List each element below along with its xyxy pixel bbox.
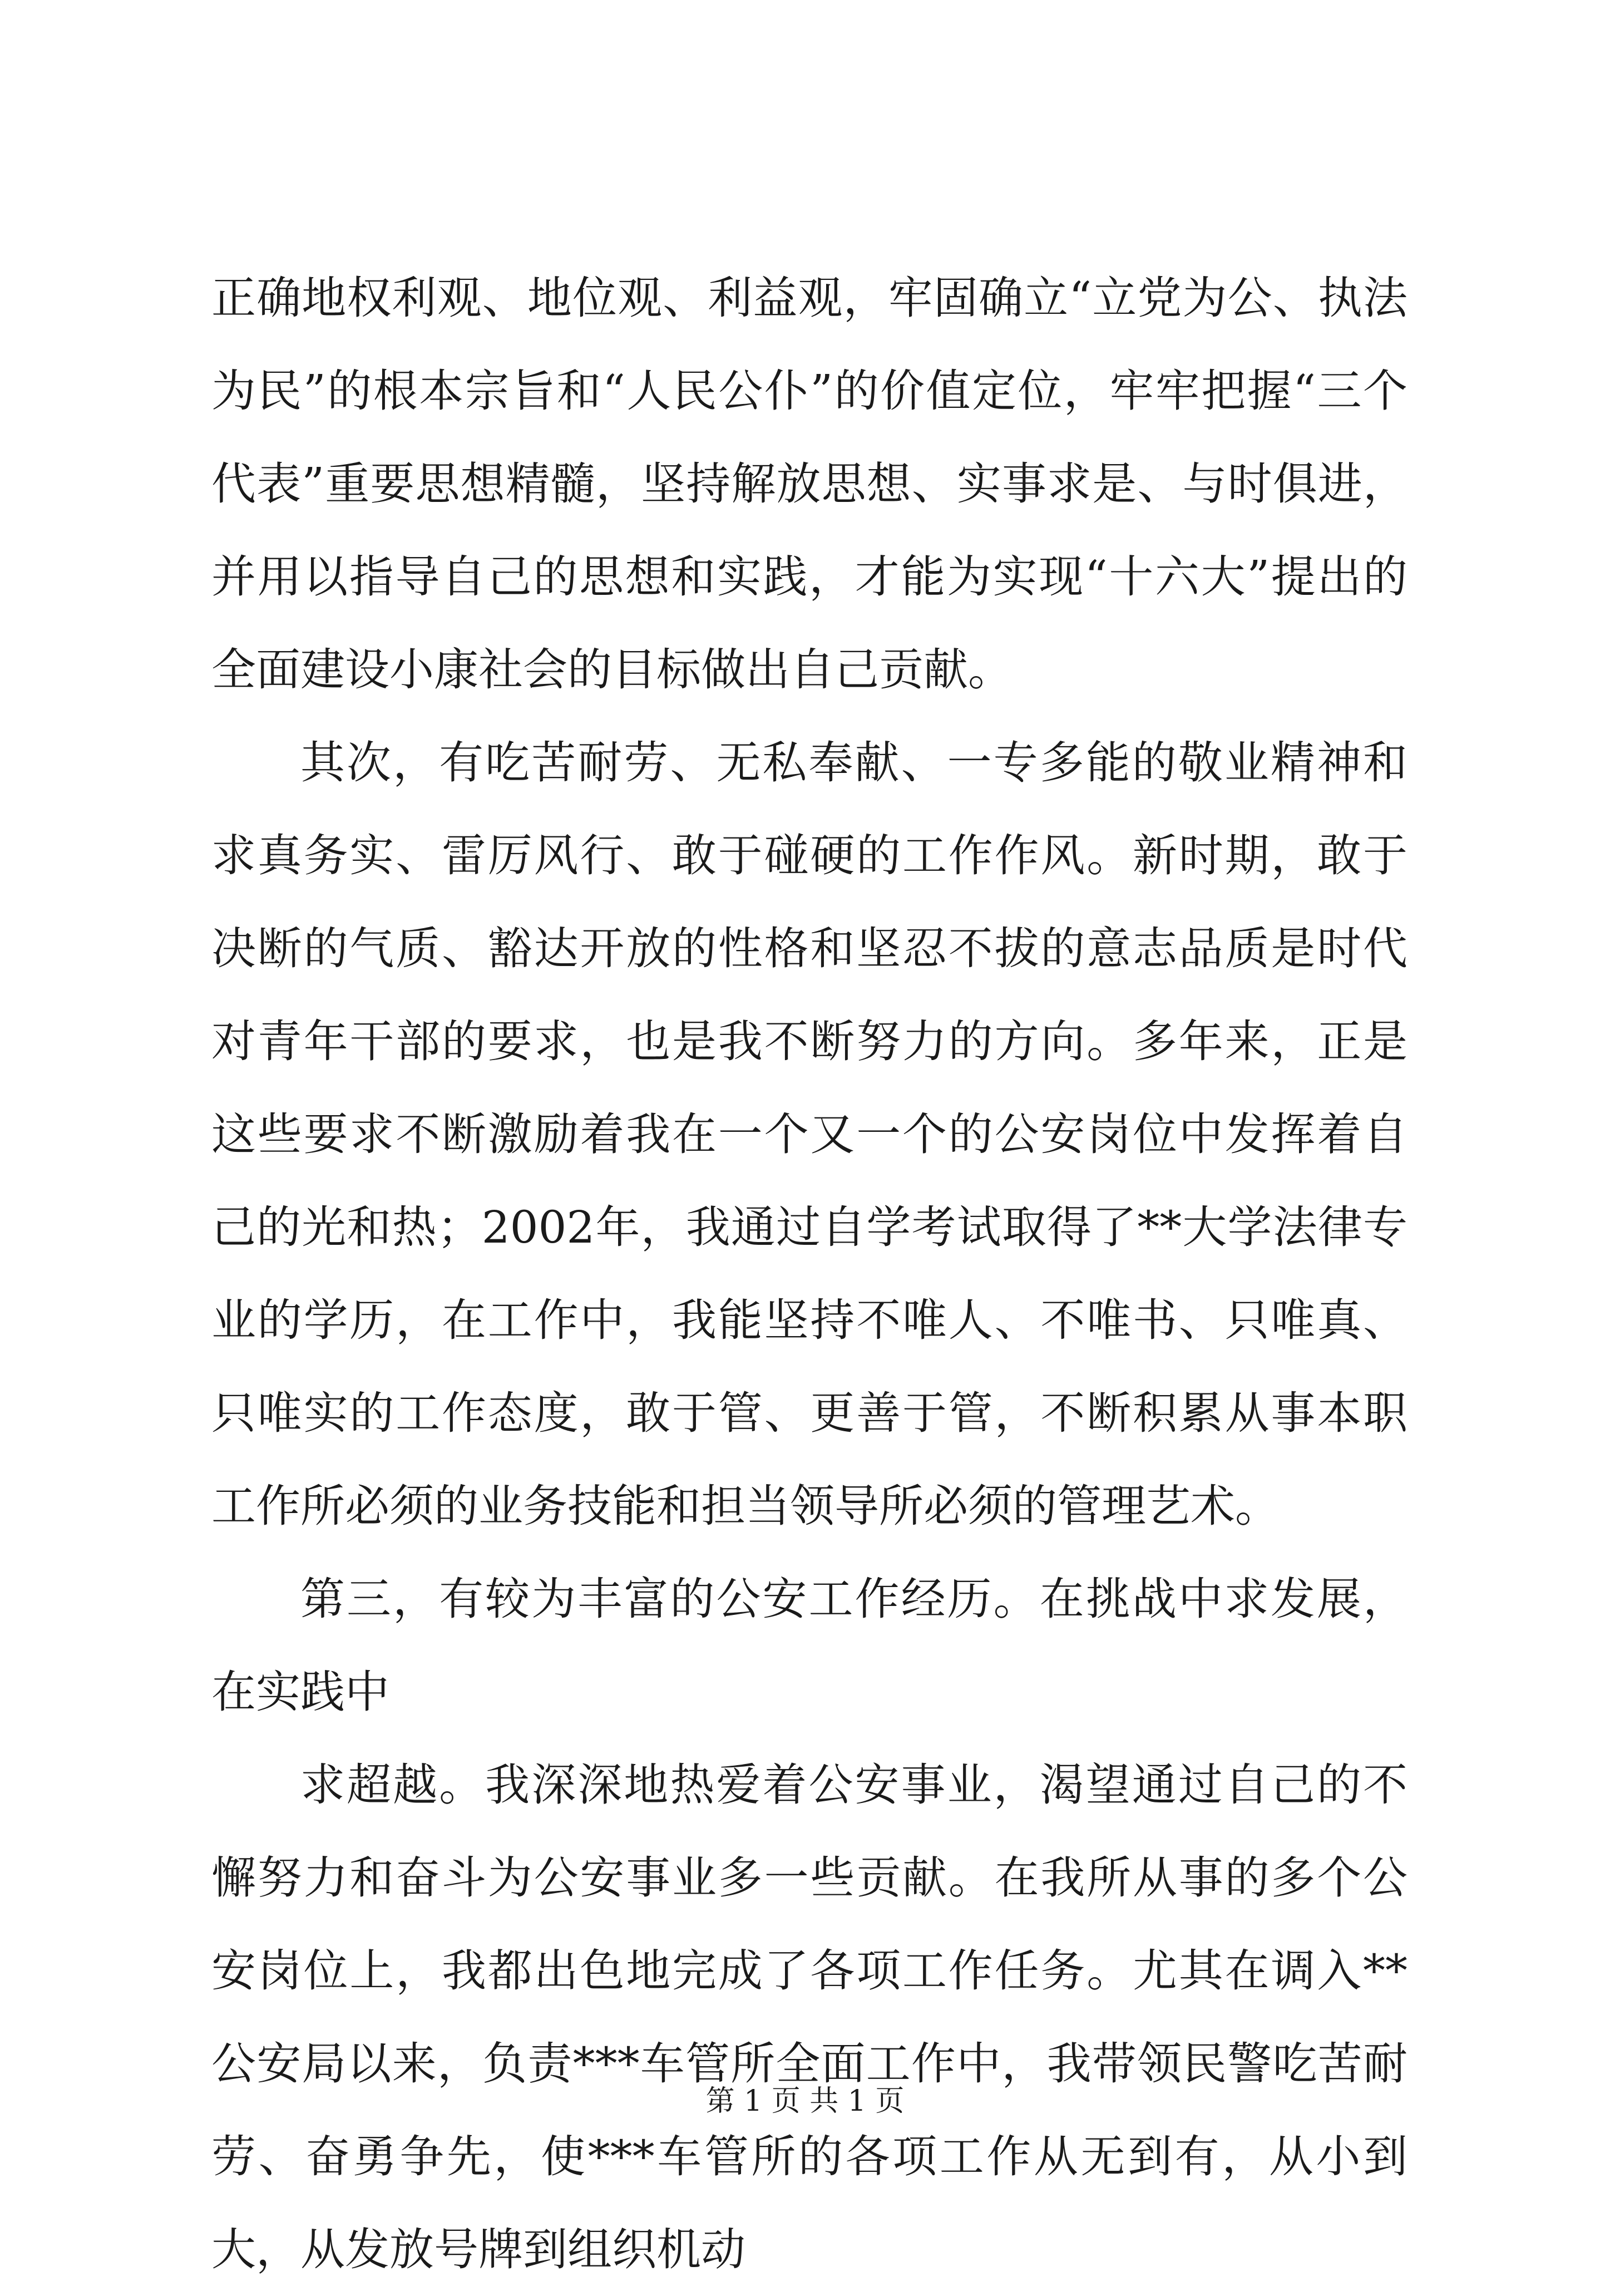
paragraph-4: 求超越。我深深地热爱着公安事业，渴望通过自己的不懈努力和奋斗为公安事业多一些贡献。在我所从事的多个公安岗位上，我都出色地完成了各项工作任务。尤其在调入**公安局以来，负责***车管所全面工作中，我带领民警吃苦耐劳、奋勇争先，使***车管所的各项工作从无到有，从小到大，从发放号牌到组织机动 [211, 1759, 1407, 2275]
document-body [211, 252, 1407, 2296]
paragraph-2: 其次，有吃苦耐劳、无私奉献、一专多能的敬业精神和求真务实、雷厉风行、敢于碰硬的工作作风。新时期，敢于决断的气质、豁达开放的性格和坚忍不拔的意志品质是时代对青年干部的要求，也是我不断努力的方向。多年来，正是这些要求不断激励着我在一个又一个的公安岗位中发挥着自己的光和热；2002年，我通过自学考试取得了**大学法律专业的学历，在工作中，我能坚持不唯人、不唯书、只唯真、只唯实的工作态度，敢于管、更善于管，不断积累从事本职工作所必须的业务技能和担当领导所必须的管理艺术。 [211, 737, 1407, 1532]
page-footer: 第 1 页 共 1 页 [705, 2085, 905, 2118]
paragraph-1: 正确地权利观、地位观、利益观，牢固确立“立党为公、执法为民”的根本宗旨和“人民公仆”的价值定位，牢牢把握“三个代表”重要思想精髓，坚持解放思想、实事求是、与时俱进，并用以指导自己的思想和实践，才能为实现“十六大”提出的全面建设小康社会的目标做出自己贡献。 [211, 272, 1407, 696]
paragraph-3: 第三，有较为丰富的公安工作经历。在挑战中求发展，在实践中 [211, 1573, 1407, 1718]
